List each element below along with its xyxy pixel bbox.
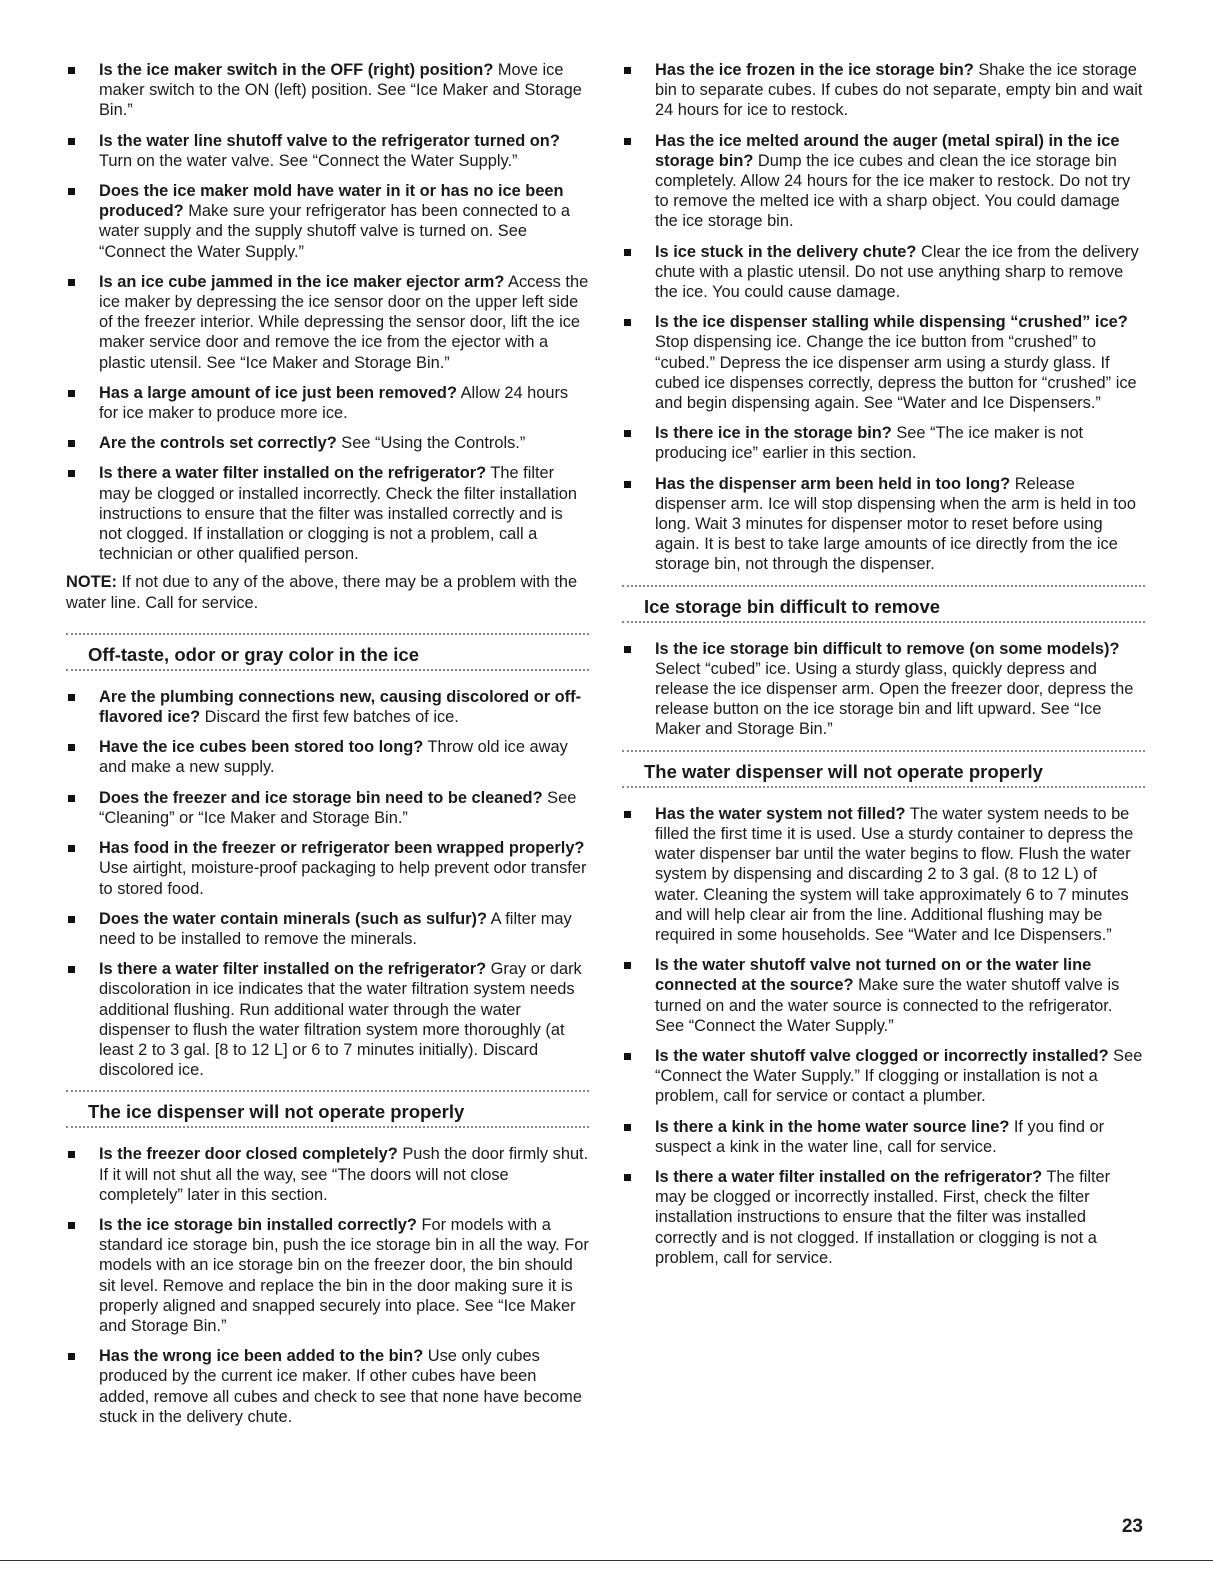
page-number: 23 <box>1121 1516 1143 1537</box>
list-item <box>66 838 589 899</box>
question-text: Is the freezer door closed completely? <box>99 1145 398 1164</box>
square-bullet-icon <box>68 470 75 477</box>
answer-text: A filter may need to be installed to remove the minerals. <box>99 909 572 948</box>
list-item <box>622 955 1145 1036</box>
answer-text: Push the door firmly shut. If it will not shut all the way, see “The doors will not close completely” later in this section. <box>99 1145 589 1204</box>
question-text: Is there a kink in the home water source line? <box>655 1117 1010 1136</box>
section-divider <box>622 621 1145 625</box>
question-text: Are the plumbing connections new, causing discolored or off-flavored ice? <box>99 687 582 727</box>
question-text: Has the dispenser arm been held in too long? <box>655 474 1011 493</box>
section-header-water-dispenser <box>622 750 1145 790</box>
question-text: Is there a water filter installed on the refrigerator? <box>99 464 487 483</box>
square-bullet-icon <box>68 694 75 701</box>
list-item <box>66 60 589 121</box>
section-divider <box>622 750 1145 754</box>
list-item <box>66 433 589 453</box>
question-text: Is there ice in the storage bin? <box>655 424 892 443</box>
question-text: Has the ice melted around the auger (metal spiral) in the ice storage bin? <box>655 131 1120 170</box>
question-text: Is the ice maker switch in the OFF (right) position? <box>99 61 494 79</box>
list-item <box>66 463 589 564</box>
question-text: Has the ice frozen in the ice storage bin? <box>655 61 974 79</box>
square-bullet-icon <box>624 138 631 145</box>
list-item <box>66 687 589 727</box>
list-item <box>622 804 1145 945</box>
answer-text: See “Using the Controls.” <box>336 434 526 453</box>
square-bullet-icon <box>624 962 631 969</box>
section-title: The ice dispenser will not operate properly <box>88 1101 465 1123</box>
question-text: Is the water shutoff valve clogged or incorrectly installed? <box>655 1046 1109 1065</box>
question-text: Does the water contain minerals (such as sulfur)? <box>99 909 488 928</box>
right-items-a <box>622 60 1145 575</box>
question-text: Is the ice dispenser stalling while dispensing “crushed” ice? <box>655 313 1128 332</box>
section-header-ice-dispenser <box>66 1090 589 1130</box>
question-text: Is ice stuck in the delivery chute? <box>655 242 917 261</box>
section-title: Off-taste, odor or gray color in the ice <box>88 643 419 665</box>
question-text: Is the ice storage bin difficult to remove (on some models)? <box>655 639 1120 658</box>
square-bullet-icon <box>624 319 631 326</box>
square-bullet-icon <box>68 138 75 145</box>
question-text: Does the freezer and ice storage bin need to be cleaned? <box>99 788 543 807</box>
list-item <box>622 639 1145 740</box>
list-item <box>622 131 1145 232</box>
section-divider <box>66 669 589 673</box>
list-item <box>622 474 1145 575</box>
answer-text: For models with a standard ice storage bin, push the ice storage bin in all the way. For models with an ice storage bin on the freezer door, the bin should sit level. Remove and replace the bin in the door making sure it is properly aligned and snapped securely into place. See “Ice Maker and Storage Bin.” <box>99 1215 589 1335</box>
answer-text: Make sure the water shutoff valve is turned on and the water source is connected to the refrigerator. See “Connect the Water Supply.” <box>655 976 1120 1035</box>
question-text: Is the water line shutoff valve to the refrigerator turned on? <box>99 131 560 150</box>
section-divider <box>622 585 1145 589</box>
list-item <box>66 1215 589 1336</box>
question-text: Are the controls set correctly? <box>99 434 337 453</box>
answer-text: Discard the first few batches of ice. <box>200 708 459 727</box>
answer-text: Release dispenser arm. Ice will stop dispensing when the arm is held in too long. Wait 3 minutes for dispenser motor to reset before using again. It is best to take large amounts of ice directly from the ice storage bin, not through the dispenser. <box>655 474 1137 574</box>
square-bullet-icon <box>624 430 631 437</box>
square-bullet-icon <box>624 249 631 256</box>
square-bullet-icon <box>68 744 75 751</box>
section-header-ice-bin <box>622 585 1145 625</box>
list-item <box>66 1144 589 1205</box>
list-item <box>66 909 589 949</box>
square-bullet-icon <box>68 440 75 447</box>
square-bullet-icon <box>68 966 75 973</box>
section-title: The water dispenser will not operate properly <box>644 760 1043 782</box>
section-divider <box>66 633 589 637</box>
square-bullet-icon <box>624 67 631 74</box>
right-items-b <box>622 639 1145 740</box>
answer-text: The filter may be clogged or installed incorrectly. Check the filter installation instructions to ensure that the filter was installed correctly and is not clogged. If installation or clogging is not a problem, call a technician or other qualified person. <box>99 464 577 564</box>
right-column <box>622 60 1145 1278</box>
answer-text: Use airtight, moisture-proof packaging to help prevent odor transfer to stored food. <box>99 859 587 898</box>
answer-text: If you find or suspect a kink in the water line, call for service. <box>655 1117 1105 1156</box>
square-bullet-icon <box>624 1124 631 1131</box>
section-divider <box>66 1090 589 1094</box>
answer-text: Clear the ice from the delivery chute with a plastic utensil. Do not use anything sharp to remove the ice. You could cause damage. <box>655 242 1139 302</box>
left-items-c <box>66 1144 589 1427</box>
list-item <box>66 272 589 373</box>
right-items-c <box>622 804 1145 1268</box>
list-item <box>622 60 1145 121</box>
question-text: Has the water system not filled? <box>655 804 906 823</box>
answer-text: Throw old ice away and make a new supply. <box>99 738 568 777</box>
square-bullet-icon <box>68 845 75 852</box>
list-item <box>622 1046 1145 1107</box>
note-text: If not due to any of the above, there may be a problem with the water line. Call for service. <box>66 573 578 612</box>
square-bullet-icon <box>68 67 75 74</box>
answer-text: Allow 24 hours for ice maker to produce more ice. <box>99 383 569 423</box>
answer-text: Use only cubes produced by the current ice maker. If other cubes have been added, remove all cubes and check to see that none have become stuck in the delivery chute. <box>99 1347 582 1426</box>
answer-text: Stop dispensing ice. Change the ice button from “crushed” to “cubed.” Depress the ice dispenser arm using a sturdy glass. If cubed ice dispenses correctly, depress the button for “crushed” ice and begin dispensing again. See “Water and Ice Dispensers.” <box>655 333 1137 413</box>
answer-text: Turn on the water valve. See “Connect the Water Supply.” <box>99 151 518 170</box>
question-text: Have the ice cubes been stored too long? <box>99 738 424 757</box>
list-item <box>66 181 589 262</box>
answer-text: Shake the ice storage bin to separate cubes. If cubes do not separate, empty bin and wait 24 hours for ice to restock. <box>655 61 1143 120</box>
answer-text: See “Connect the Water Supply.” If clogging or installation is not a problem, call for service or contact a plumber. <box>655 1046 1143 1106</box>
square-bullet-icon <box>624 1174 631 1181</box>
list-item <box>66 788 589 828</box>
square-bullet-icon <box>68 1353 75 1360</box>
question-text: Has a large amount of ice just been removed? <box>99 383 457 402</box>
section-divider <box>622 786 1145 790</box>
answer-text: Make sure your refrigerator has been connected to a water supply and the supply shutoff valve is turned on. See “Connect the Water Supply.” <box>99 202 570 261</box>
answer-text: Select “cubed” ice. Using a sturdy glass, quickly depress and release the ice dispenser arm. Open the freezer door, depress the release button on the ice storage bin and lift upward. See “Ice Maker and Storage Bin.” <box>655 659 1134 739</box>
answer-text: Move ice maker switch to the ON (left) position. See “Ice Maker and Storage Bin.” <box>99 61 582 120</box>
list-item <box>622 312 1145 413</box>
note <box>66 572 589 612</box>
answer-text: Dump the ice cubes and clean the ice storage bin completely. Allow 24 hours for the ice maker to restock. Do not try to remove the melted ice with a sharp object. You could damage the ice storage bin. <box>655 151 1131 231</box>
answer-text: The filter may be clogged or incorrectly installed. First, check the filter installation instructions to ensure that the filter was installed correctly and is not clogged. If installation or clogging is not a problem, call for service. <box>655 1167 1111 1267</box>
question-text: Is an ice cube jammed in the ice maker ejector arm? <box>99 272 505 291</box>
left-items-a <box>66 60 589 564</box>
section-title: Ice storage bin difficult to remove <box>644 595 941 617</box>
answer-text: See “The ice maker is not producing ice” earlier in this section. <box>655 424 1084 463</box>
question-text: Is there a water filter installed on the refrigerator? <box>99 960 487 979</box>
square-bullet-icon <box>68 795 75 802</box>
square-bullet-icon <box>624 1053 631 1060</box>
square-bullet-icon <box>624 646 631 653</box>
square-bullet-icon <box>68 279 75 286</box>
list-item <box>622 423 1145 463</box>
list-item <box>622 1117 1145 1157</box>
note-label: NOTE: <box>66 573 117 592</box>
question-text: Does the ice maker mold have water in it or has no ice been produced? <box>99 182 564 221</box>
square-bullet-icon <box>68 916 75 923</box>
question-text: Is the ice storage bin installed correctly? <box>99 1215 417 1234</box>
answer-text: See “Cleaning” or “Ice Maker and Storage Bin.” <box>99 788 577 827</box>
square-bullet-icon <box>68 390 75 397</box>
section-header-off-taste <box>66 633 589 673</box>
question-text: Has the wrong ice been added to the bin? <box>99 1347 424 1366</box>
footer-rule <box>0 1560 1213 1561</box>
list-item <box>622 242 1145 303</box>
list-item <box>66 131 589 171</box>
answer-text: Gray or dark discoloration in ice indicates that the water filtration system needs additional flushing. Run additional water through the water dispenser to flush the water filtration system more thoroughly (at least 2 to 3 gal. [8 to 12 L] or 6 to 7 minutes initially). Discard discolored ice. <box>99 960 582 1080</box>
square-bullet-icon <box>68 1222 75 1229</box>
answer-text: Access the ice maker by depressing the ice sensor door on the upper left side of the freezer interior. While depressing the sensor door, lift the ice maker service door and remove the ice from the ejector with a plastic utensil. See “Ice Maker and Storage Bin.” <box>99 272 589 372</box>
question-text: Is there a water filter installed on the refrigerator? <box>655 1167 1043 1186</box>
square-bullet-icon <box>68 1151 75 1158</box>
square-bullet-icon <box>68 188 75 195</box>
left-items-b <box>66 687 589 1080</box>
list-item <box>66 1346 589 1427</box>
list-item <box>622 1167 1145 1268</box>
question-text: Has food in the freezer or refrigerator been wrapped properly? <box>99 839 585 858</box>
list-item <box>66 737 589 777</box>
left-column <box>66 60 589 1437</box>
square-bullet-icon <box>624 811 631 818</box>
list-item <box>66 383 589 423</box>
question-text: Is the water shutoff valve not turned on or the water line connected at the source? <box>655 956 1092 995</box>
square-bullet-icon <box>624 481 631 488</box>
answer-text: The water system needs to be filled the first time it is used. Use a sturdy container to depress the water dispenser bar until the water begins to flow. Flush the water system by dispensing and discarding 2 to 3 gal. (8 to 12 L) of water. Cleaning the system will take approximately 6 to 7 minutes and will help clear air from the line. Additional flushing may be required in some households. See “Water and Ice Dispensers.” <box>655 804 1134 944</box>
list-item <box>66 959 589 1080</box>
section-divider <box>66 1126 589 1130</box>
